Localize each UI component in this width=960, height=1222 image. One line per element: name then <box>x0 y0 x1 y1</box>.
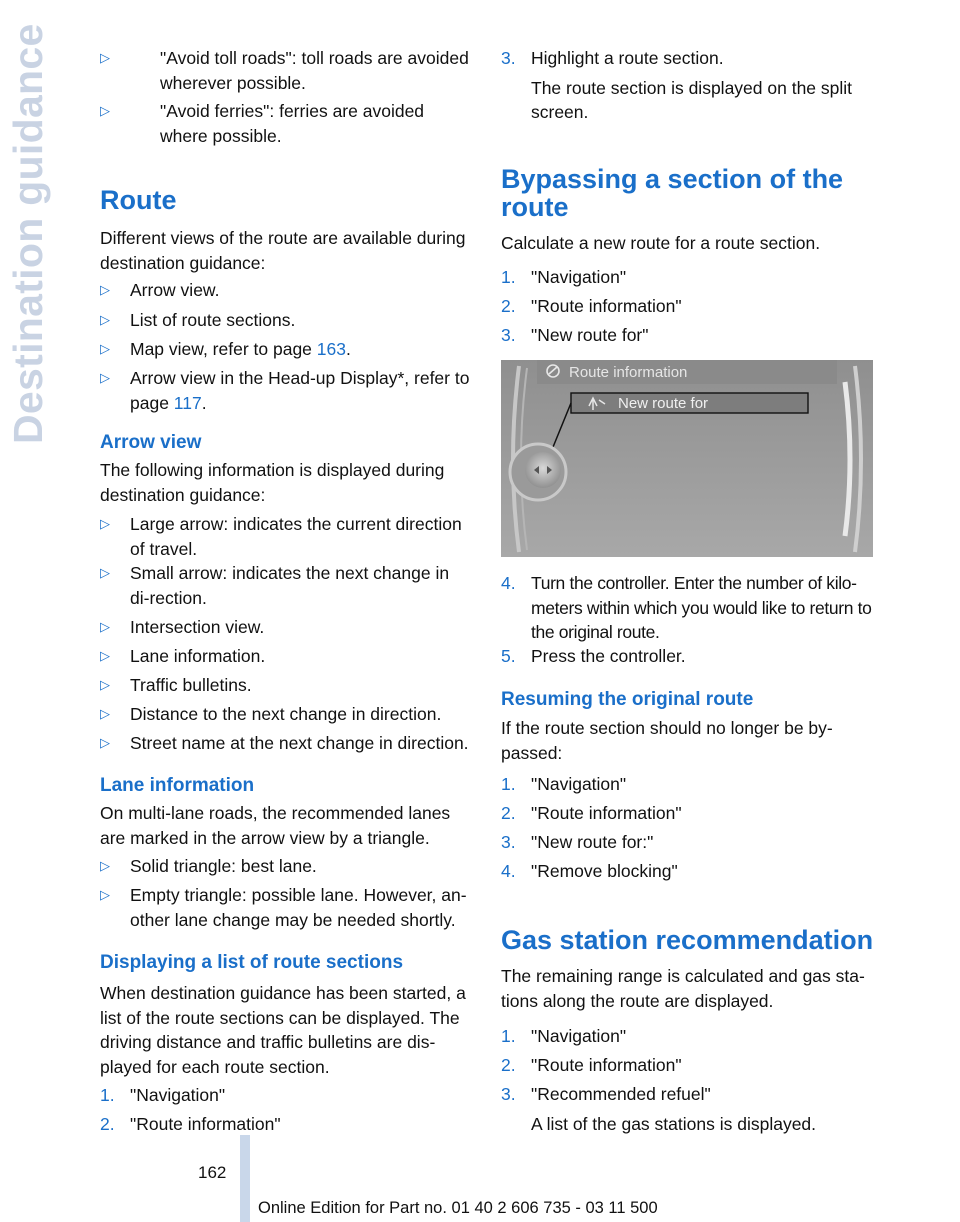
page-link[interactable]: 163 <box>316 339 346 359</box>
screen-graphic <box>501 360 873 557</box>
numbered-step: 1. "Navigation" <box>501 1026 627 1046</box>
paragraph: The following information is displayed during destination guidance: <box>100 460 445 505</box>
triangle-bullet-icon: ▷ <box>100 648 110 663</box>
triangle-bullet-icon: ▷ <box>100 677 110 692</box>
list-item: ▷ Street name at the next change in direction. <box>100 731 472 756</box>
paragraph: Calculate a new route for a route section. <box>501 233 821 253</box>
section-heading-gas-station: Gas station recommendation <box>501 925 874 955</box>
page-number: 162 <box>198 1163 227 1182</box>
triangle-bullet-icon: ▷ <box>100 282 110 297</box>
paragraph: When destination guidance has been started, a list of the route sections can be displayed. The driving distance and traffic bulletins are dis-played for each route section. <box>100 983 466 1077</box>
triangle-bullet-icon: ▷ <box>100 735 110 750</box>
numbered-step: 5. Press the controller. <box>501 646 686 666</box>
footer-accent-bar <box>240 1135 250 1222</box>
numbered-step: 3. Highlight a route section. The route section is displayed on the split screen. <box>501 48 853 122</box>
page-link[interactable]: 117 <box>173 392 202 413</box>
list-item: ▷ List of route sections. <box>100 308 472 333</box>
list-item: ▷ "Avoid ferries": ferries are avoided where possible. <box>100 101 425 146</box>
section-heading-bypassing: Bypassing a section of the route <box>501 164 844 222</box>
footer-edition-text: Online Edition for Part no. 01 40 2 606 735 - 03 11 500 <box>258 1199 658 1217</box>
numbered-step: 3. "New route for:" <box>501 832 654 852</box>
subheading-route-sections-list: Displaying a list of route sections <box>100 952 404 973</box>
paragraph: On multi-lane roads, the recommended lanes are marked in the arrow view by a triangle. <box>100 803 451 848</box>
list-item: ▷ Solid triangle: best lane. <box>100 854 472 879</box>
section-heading-route: Route <box>100 185 177 215</box>
triangle-bullet-icon: ▷ <box>100 565 110 580</box>
numbered-step: 1. "Navigation" <box>100 1085 226 1105</box>
triangle-bullet-icon: ▷ <box>100 370 110 385</box>
list-item: ▷ Lane information. <box>100 644 472 669</box>
triangle-bullet-icon: ▷ <box>100 516 110 531</box>
screen-menu-item[interactable]: New route for <box>618 395 709 412</box>
triangle-bullet-icon: ▷ <box>100 312 110 327</box>
chapter-side-title: Destination guidance <box>5 23 51 444</box>
list-item: ▷ Arrow view in the Head-up Display*, refer to page 117. <box>100 368 470 413</box>
triangle-bullet-icon: ▷ <box>100 341 110 356</box>
triangle-bullet-icon: ▷ <box>100 103 110 118</box>
list-item: ▷ Arrow view. <box>100 278 472 303</box>
subheading-arrow-view: Arrow view <box>100 432 202 453</box>
triangle-bullet-icon: ▷ <box>100 50 110 65</box>
paragraph: The remaining range is calculated and gas sta-tions along the route are displayed. <box>501 966 865 1011</box>
screen-title: Route information <box>569 364 688 381</box>
list-item: ▷ Small arrow: indicates the next change in di-rection. <box>100 563 450 608</box>
list-item: ▷ Traffic bulletins. <box>100 673 472 698</box>
subheading-lane-information: Lane information <box>100 775 255 796</box>
numbered-step: 1. "Navigation" <box>501 774 627 794</box>
numbered-step: 3. "New route for" <box>501 325 649 345</box>
numbered-step: 2. "Route information" <box>501 1055 682 1075</box>
list-item: ▷ Map view, refer to page 163. <box>100 337 472 362</box>
numbered-step: 2. "Route information" <box>100 1114 281 1134</box>
paragraph: Different views of the route are available during destination guidance: <box>100 228 466 273</box>
numbered-step: 3. "Recommended refuel" A list of the gas stations is displayed. <box>501 1084 817 1134</box>
list-item: ▷ "Avoid toll roads": toll roads are avoided wherever possible. <box>100 48 469 93</box>
list-item: ▷ Intersection view. <box>100 615 472 640</box>
subheading-resuming-route: Resuming the original route <box>501 689 754 710</box>
numbered-step: 2. "Route information" <box>501 296 682 316</box>
numbered-step: 4. "Remove blocking" <box>501 861 678 881</box>
numbered-step: 1. "Navigation" <box>501 267 627 287</box>
numbered-step: 2. "Route information" <box>501 803 682 823</box>
triangle-bullet-icon: ▷ <box>100 887 110 902</box>
triangle-bullet-icon: ▷ <box>100 858 110 873</box>
triangle-bullet-icon: ▷ <box>100 706 110 721</box>
numbered-step: 4. Turn the controller. Enter the number of kilo-meters within which you would like to return to the original route. <box>501 573 872 642</box>
list-item: ▷ Distance to the next change in direction. <box>100 702 472 727</box>
list-item: ▷ Large arrow: indicates the current direction of travel. <box>100 514 462 559</box>
triangle-bullet-icon: ▷ <box>100 619 110 634</box>
list-item: ▷ Empty triangle: possible lane. However, an-other lane change may be needed shortly. <box>100 885 467 930</box>
paragraph: If the route section should no longer be by-passed: <box>501 718 833 763</box>
idrive-screen-illustration <box>501 360 873 557</box>
